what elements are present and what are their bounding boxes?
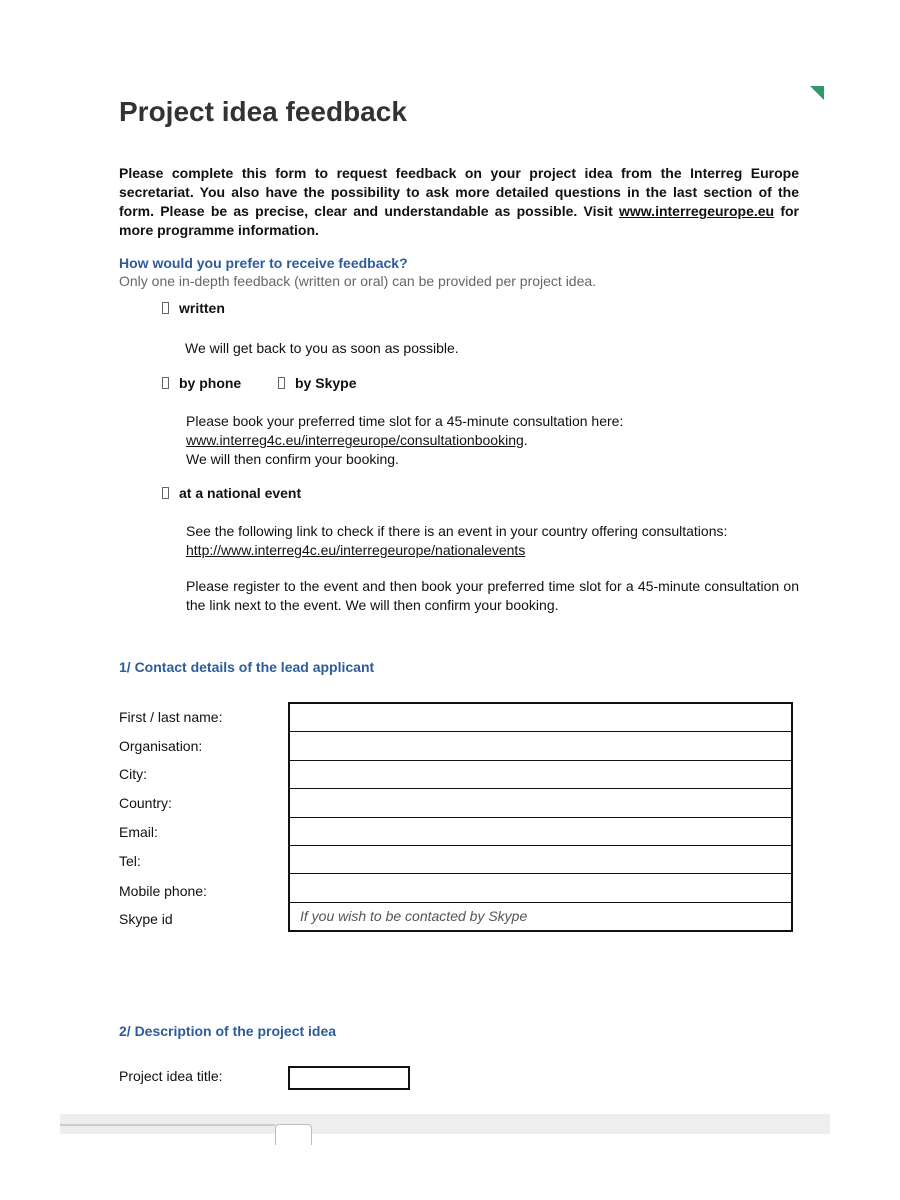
divider: [60, 1124, 275, 1126]
label-tel: Tel:: [119, 853, 141, 869]
checkbox-icon[interactable]: [162, 302, 169, 314]
checkbox-icon[interactable]: [162, 377, 169, 389]
intro-after: for more programme information.: [119, 203, 799, 238]
label-name: First / last name:: [119, 709, 223, 725]
checkbox-icon[interactable]: [278, 377, 285, 389]
page-title: Project idea feedback: [119, 96, 407, 127]
skype-field[interactable]: If you wish to be contacted by Skype: [300, 907, 528, 924]
section2-title: 2/ Description of the project idea: [119, 1023, 337, 1039]
section1-title: 1/ Contact details of the lead applicant: [119, 659, 375, 675]
phone-confirm: We will then confirm your booking.: [186, 451, 399, 467]
events-link[interactable]: http://www.interreg4c.eu/interregeurope/nationalevents: [186, 542, 526, 558]
contact-fields-table: [288, 702, 793, 932]
label-email: Email:: [119, 824, 158, 840]
intro-text: Please complete this form to request feedback on your project idea from the Interreg Europe secretariat. You also have the possibility to ask more detailed questions in the last section of the form. Please be as precise, clear and understandable as possible. Visit: [119, 165, 799, 219]
written-text: We will get back to you as soon as possible.: [185, 340, 459, 356]
country-field[interactable]: [290, 789, 791, 817]
phone-instruction: Please book your preferred time slot for a 45-minute consultation here:: [186, 413, 624, 429]
corner-marker-icon: [810, 86, 824, 100]
event-instruction: See the following link to check if there is an event in your country offering consultations:: [186, 523, 728, 539]
viewer-toolbar: [60, 1114, 830, 1134]
name-field[interactable]: [290, 704, 791, 732]
event-text2: Please register to the event and then book your preferred time slot for a 45-minute consultation on the link next to the event. We will then confirm your booking.: [186, 578, 799, 613]
city-field[interactable]: [290, 761, 791, 789]
option-phone[interactable]: [162, 375, 241, 391]
option-label: at a national event: [179, 485, 302, 501]
toolbar-tab[interactable]: [275, 1124, 312, 1145]
mobile-field[interactable]: [290, 874, 791, 902]
option-label: by Skype: [295, 375, 357, 391]
website-link[interactable]: www.interregeurope.eu: [619, 203, 775, 219]
label-city: City:: [119, 766, 147, 782]
phone-text: Please book your preferred time slot for a 45-minute consultation here: www.interreg4c.eu/interregeurope/consultationbooking. We will then confirm your booking.: [186, 413, 624, 467]
feedback-question: How would you prefer to receive feedback?: [119, 255, 408, 271]
event-text: [186, 522, 799, 560]
option-label: by phone: [179, 375, 242, 391]
label-organisation: Organisation:: [119, 738, 203, 754]
intro-paragraph: [119, 164, 799, 240]
label-mobile: Mobile phone:: [119, 883, 207, 899]
label-country: Country:: [119, 795, 172, 811]
label-skype: Skype id: [119, 911, 173, 927]
feedback-note: Only one in-depth feedback (written or oral) can be provided per project idea.: [119, 273, 597, 289]
project-title-field[interactable]: [288, 1066, 410, 1090]
email-field[interactable]: [290, 818, 791, 846]
booking-link[interactable]: www.interreg4c.eu/interregeurope/consultationbooking: [186, 432, 524, 448]
option-skype[interactable]: [278, 375, 356, 391]
label-project-title: Project idea title:: [119, 1068, 223, 1084]
option-label: written: [179, 300, 225, 316]
tel-field[interactable]: [290, 846, 791, 874]
option-written[interactable]: [162, 300, 225, 316]
option-event[interactable]: [162, 485, 301, 501]
organisation-field[interactable]: [290, 732, 791, 760]
checkbox-icon[interactable]: [162, 487, 169, 499]
